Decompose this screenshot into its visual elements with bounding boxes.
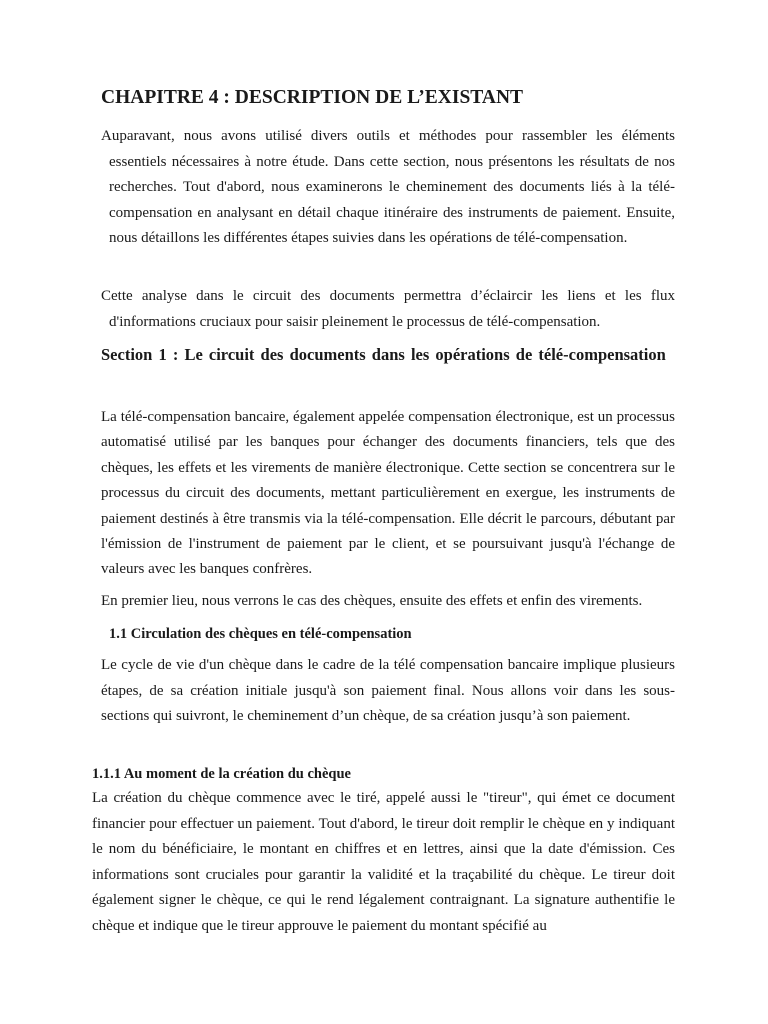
intro-paragraph-1: Auparavant, nous avons utilisé divers outils et méthodes pour rassembler les éléments essentiels nécessaires à notre étude. Dans cette section, nous présentons les résultats de nos recherches. Tout d'abord, nous examinerons le cheminement des documents liés à la télé-compensation en analysant en détail chaque itinéraire des instruments de paiement. Ensuite, nous détaillons les différentes étapes suivies dans les opérations de télé-compensation. [101,128,675,247]
subsection-1-1-paragraph: Le cycle de vie d'un chèque dans le cadre de la télé compensation bancaire implique plusieurs étapes, de sa création initiale jusqu'à son paiement final. Nous allons voir dans les sous-sections qui suivront, le cheminement d’un chèque, de sa création jusqu’à son paiement. [101,657,675,724]
section-1-paragraph-1: La télé-compensation bancaire, également appelée compensation électronique, est un processus automatisé utilisé par les banques pour échanger des documents financiers, tels que des chèques, les effets et les virements de manière électronique. Cette section se concentrera sur le processus du circuit des documents, mettant particulièrement en exergue, les instruments de paiement destinés à être transmis via la télé-compensation. Elle décrit le parcours, débutant par l'émission de l'instrument de paiement par le client, et se poursuivant jusqu'à l'échange de valeurs avec les banques confrères. [101,409,675,578]
section-1-title: Section 1 : Le circuit des documents dans les opérations de télé-compensation [101,345,666,364]
subsection-1-1-1-title: 1.1.1 Au moment de la création du chèque [92,766,351,782]
subsection-1-1-1-paragraph: La création du chèque commence avec le tiré, appelé aussi le "tireur", qui émet ce document financier pour effectuer un paiement. Tout d'abord, le tireur doit remplir le chèque en y indiquant le nom du bénéficiaire, le montant en chiffres et en lettres, ainsi que la date d'émission. Ces informations sont cruciales pour garantir la validité et la traçabilité du chèque. Le tireur doit également signer le chèque, ce qui le rend légalement contraignant. La signature authentifie le chèque et indique que le tireur approuve le paiement du montant spécifié au [92,790,675,934]
subsection-1-1-title: 1.1 Circulation des chèques en télé-compensation [109,626,412,642]
section-1-paragraph-2: En premier lieu, nous verrons le cas des chèques, ensuite des effets et enfin des virements. [101,593,643,609]
intro-paragraph-2: Cette analyse dans le circuit des documents permettra d’éclaircir les liens et les flux d'informations cruciaux pour saisir pleinement le processus de télé-compensation. [101,288,675,330]
chapter-title: CHAPITRE 4 : DESCRIPTION DE L’EXISTANT [101,87,524,108]
